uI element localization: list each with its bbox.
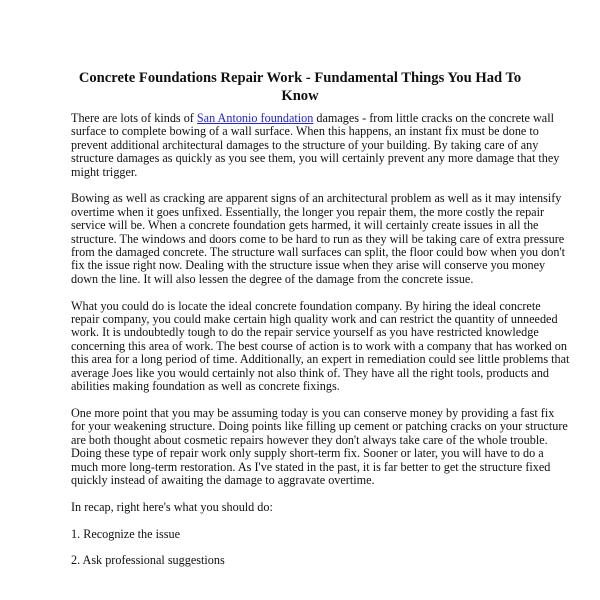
paragraph-quick-fix: One more point that you may be assuming today is you can conserve money by providing a fast fix for your weakening structure. Doing points like filling up cement or patching cracks on your structure are both thought about cosmetic repairs however they don't always take care of the whole trouble. Doing these type of repair work only supply short-term fix. Sooner or later, you will have to do a much more long-term restoration. As I've stated in the past, it is far better to get the structure fixed quickly instead of awaiting the damage to aggravate overtime. — [71, 405, 568, 487]
paragraph-hire-company: What you could do is locate the ideal concrete foundation company. By hiring the ideal concrete repair company, you could make certain high quality work and can restrict the quantity of unneeded work. It is undoubtedly tough to do the repair service yourself as you have restricted knowledge concerning this area of work. The best course of action is to work with a company that has worked on this area for a long period of time. Additionally, an expert in remediation could see little problems that average Joes like you would certainly not also think of. They have all the right tools, products and abilities making foundation as well as concrete fixings. — [71, 298, 570, 394]
list-item-step-1: 1. Recognize the issue — [71, 526, 180, 541]
paragraph-intro-rest: damages - from little cracks on the concrete wall surface to complete bowing of a wall surface. When this happens, an instant fix must be done to prevent additional architectural damages to the structure of your building. By taking care of any structure damages as quickly as you see them, you will certainly prevent any more damage that they might trigger. — [71, 111, 560, 179]
paragraph-recap: In recap, right here's what you should do: — [71, 499, 273, 514]
list-item-step-2: 2. Ask professional suggestions — [71, 553, 225, 568]
paragraph-intro-lead: There are lots of kinds of — [71, 111, 197, 125]
san-antonio-foundation-link[interactable]: San Antonio foundation — [196, 111, 314, 125]
paragraph-intro — [71, 112, 571, 179]
page-title: Concrete Foundations Repair Work - Fundamental Things You Had To Know — [78, 70, 522, 104]
article-body — [71, 112, 571, 581]
paragraph-bowing: Bowing as well as cracking are apparent signs of an architectural problem as well as it may intensify overtime when it goes unfixed. Essentially, the longer you repair them, the more costly the repair service will be. When a concrete foundation gets harmed, it will certainly create issues in all the structure. The windows and doors come to be hard to run as they will be taking care of extra pressure from the damaged concrete. The structure wall surfaces can split, the floor could bow when you don't fix the issue right now. Dealing with the structure issue when they arise will conserve you money down the line. It will also lessen the degree of the damage from the concrete issue. — [71, 191, 566, 286]
